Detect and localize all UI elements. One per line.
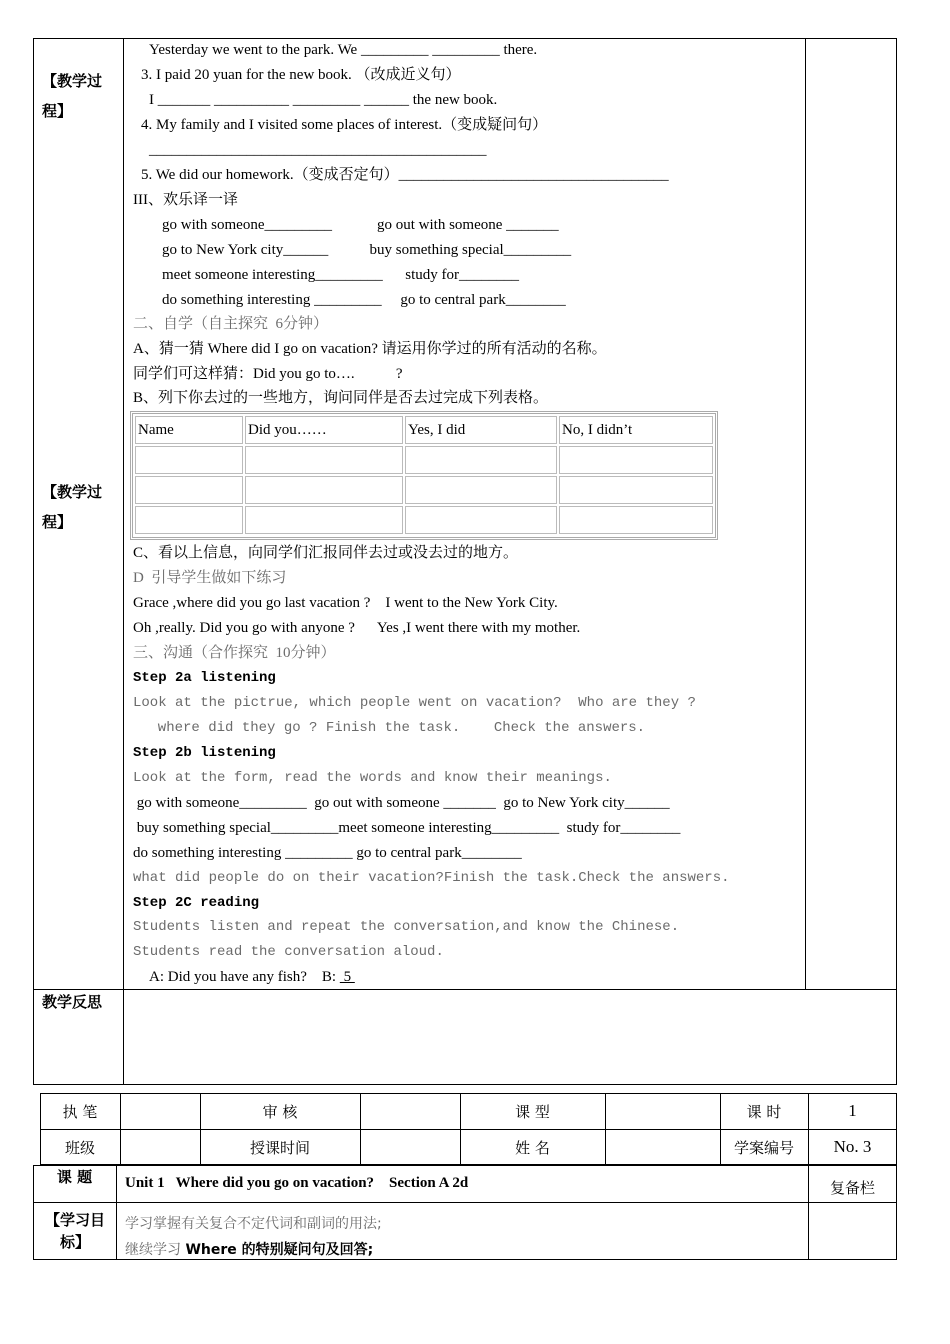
header-label-review: 审 核	[262, 1102, 298, 1121]
step-2a-title: Step 2a listening	[133, 670, 276, 686]
table-cell[interactable]	[245, 476, 403, 504]
table-cell[interactable]	[559, 446, 713, 474]
table-cell[interactable]	[245, 506, 403, 534]
table-row	[135, 446, 713, 474]
header-value-time[interactable]	[360, 1129, 460, 1165]
table-cell[interactable]	[135, 506, 243, 534]
header-label-period: 课 时	[746, 1102, 782, 1121]
goal-line: 学习掌握有关复合不定代词和副词的用法;	[125, 1216, 382, 1232]
dialog-line: Oh ,really. Did you go with anyone ? Yes ,I went there with my mother.	[133, 620, 581, 636]
process-label-mid: 【教学过程】	[42, 483, 103, 531]
table-cell[interactable]	[405, 476, 557, 504]
step-2c-text: Students listen and repeat the conversation,and know the Chinese.	[133, 919, 680, 935]
exercise-line: 3. I paid 20 yuan for the new book. （改成近义句）	[141, 67, 461, 83]
phrase-line: buy something special_________meet someone interesting_________ study for________	[133, 820, 681, 836]
step-2b-text: what did people do on their vacation?Finish the task.Check the answers.	[133, 870, 730, 886]
goal-line-prefix: 继续学习	[125, 1242, 186, 1258]
instruction-c: C、看以上信息，向同学们汇报同伴去过或没去过的地方。	[133, 545, 519, 561]
table-row	[135, 476, 713, 504]
table-cell[interactable]	[135, 446, 243, 474]
table-cell[interactable]	[135, 476, 243, 504]
lesson-topic: Unit 1 Where did you go on vacation? Section A 2d	[125, 1175, 469, 1191]
step-2a-text: Look at the pictrue, which people went on vacation? Who are they ?	[133, 695, 696, 711]
survey-table	[130, 411, 718, 540]
dialog-line: Grace ,where did you go last vacation ? I went to the New York City.	[133, 595, 558, 611]
table-header-row	[135, 416, 713, 444]
header-value-review[interactable]	[360, 1093, 460, 1129]
exercise-line: 5. We did our homework.（变成否定句）____________________________________	[141, 167, 669, 183]
table-cell[interactable]	[559, 476, 713, 504]
header-label-time: 授课时间	[249, 1138, 310, 1157]
dialog-fish	[149, 968, 355, 986]
section-heading: III、欢乐译一译	[133, 192, 238, 208]
header-value-name[interactable]	[605, 1129, 720, 1165]
dialog-answer: 5	[339, 969, 355, 985]
table-header-cell: Did you……	[245, 416, 403, 444]
column-divider-left	[123, 38, 124, 1085]
exercise-line: I _______ __________ _________ ______ the new book.	[149, 92, 498, 108]
table-header-cell: Yes, I did	[405, 416, 557, 444]
step-2c-text: Students read the conversation aloud.	[133, 944, 444, 960]
table-cell[interactable]	[559, 506, 713, 534]
reflection-label: 教学反思	[42, 993, 103, 1011]
header-label-class: 班级	[64, 1138, 95, 1157]
phrase-line: go with someone_________ go out with someone _______	[162, 217, 559, 233]
lesson-row-divider	[33, 1202, 897, 1203]
lesson-divider	[116, 1165, 117, 1260]
goal-line	[125, 1241, 373, 1259]
phrase-line: do something interesting _________ go to central park________	[162, 292, 566, 308]
instruction-d: D 引导学生做如下练习	[133, 570, 287, 586]
table-header-cell: No, I didn’t	[559, 416, 713, 444]
phrase-line: do something interesting _________ go to central park________	[133, 845, 522, 861]
phrase-line: meet someone interesting_________ study for________	[162, 267, 520, 283]
process-label-top: 【教学过程】	[42, 72, 103, 120]
table-row	[135, 506, 713, 534]
header-value-class[interactable]	[120, 1129, 200, 1165]
self-study-b: B、列下你去过的一些地方，询问同伴是否去过完成下列表格。	[133, 390, 549, 406]
table-cell[interactable]	[405, 506, 557, 534]
header-label-type: 课 型	[515, 1102, 550, 1121]
header-value-period: 1	[848, 1101, 857, 1120]
header-value-author[interactable]	[120, 1093, 200, 1129]
self-study-heading: 二、自学（自主探究 6分钟）	[133, 316, 329, 332]
step-2b-title: Step 2b listening	[133, 745, 276, 761]
self-study-hint: 同学们可这样猜：Did you go to…. ?	[133, 366, 403, 382]
step-2a-text: where did they go ? Finish the task. Check the answers.	[141, 720, 646, 736]
reflection-row-divider	[33, 989, 897, 990]
header-value-type[interactable]	[605, 1093, 720, 1129]
step-2c-title: Step 2C reading	[133, 895, 260, 911]
table-cell[interactable]	[405, 446, 557, 474]
header-value-number: No. 3	[833, 1137, 872, 1156]
header-label-author: 执 笔	[62, 1102, 98, 1121]
header-label-number: 学案编号	[733, 1138, 794, 1157]
communicate-heading: 三、沟通（合作探究 10分钟）	[133, 645, 336, 661]
goal-line-bold: Where 的特别疑问句及回答;	[185, 1242, 374, 1258]
self-study-a: A、猜一猜 Where did I go on vacation? 请运用你学过的所有活动的名称。	[133, 341, 607, 357]
table-header-cell: Name	[135, 416, 243, 444]
header-label-name: 姓 名	[515, 1138, 550, 1157]
table-cell[interactable]	[245, 446, 403, 474]
review-column-label: 复备栏	[829, 1178, 875, 1197]
phrase-line: go with someone_________ go out with someone _______ go to New York city______	[133, 795, 670, 811]
exercise-line: Yesterday we went to the park. We _________ _________ there.	[149, 42, 538, 58]
goal-label: 【学习目标】	[44, 1211, 105, 1251]
dialog-question: A: Did you have any fish? B:	[149, 969, 340, 985]
exercise-line: _____________________________________________	[149, 142, 487, 158]
phrase-line: go to New York city______ buy something special_________	[162, 242, 572, 258]
column-divider-right	[805, 38, 806, 990]
topic-label: 课 题	[56, 1167, 93, 1186]
exercise-line: 4. My family and I visited some places of interest.（变成疑问句）	[141, 117, 548, 133]
step-2b-text: Look at the form, read the words and know their meanings.	[133, 770, 612, 786]
